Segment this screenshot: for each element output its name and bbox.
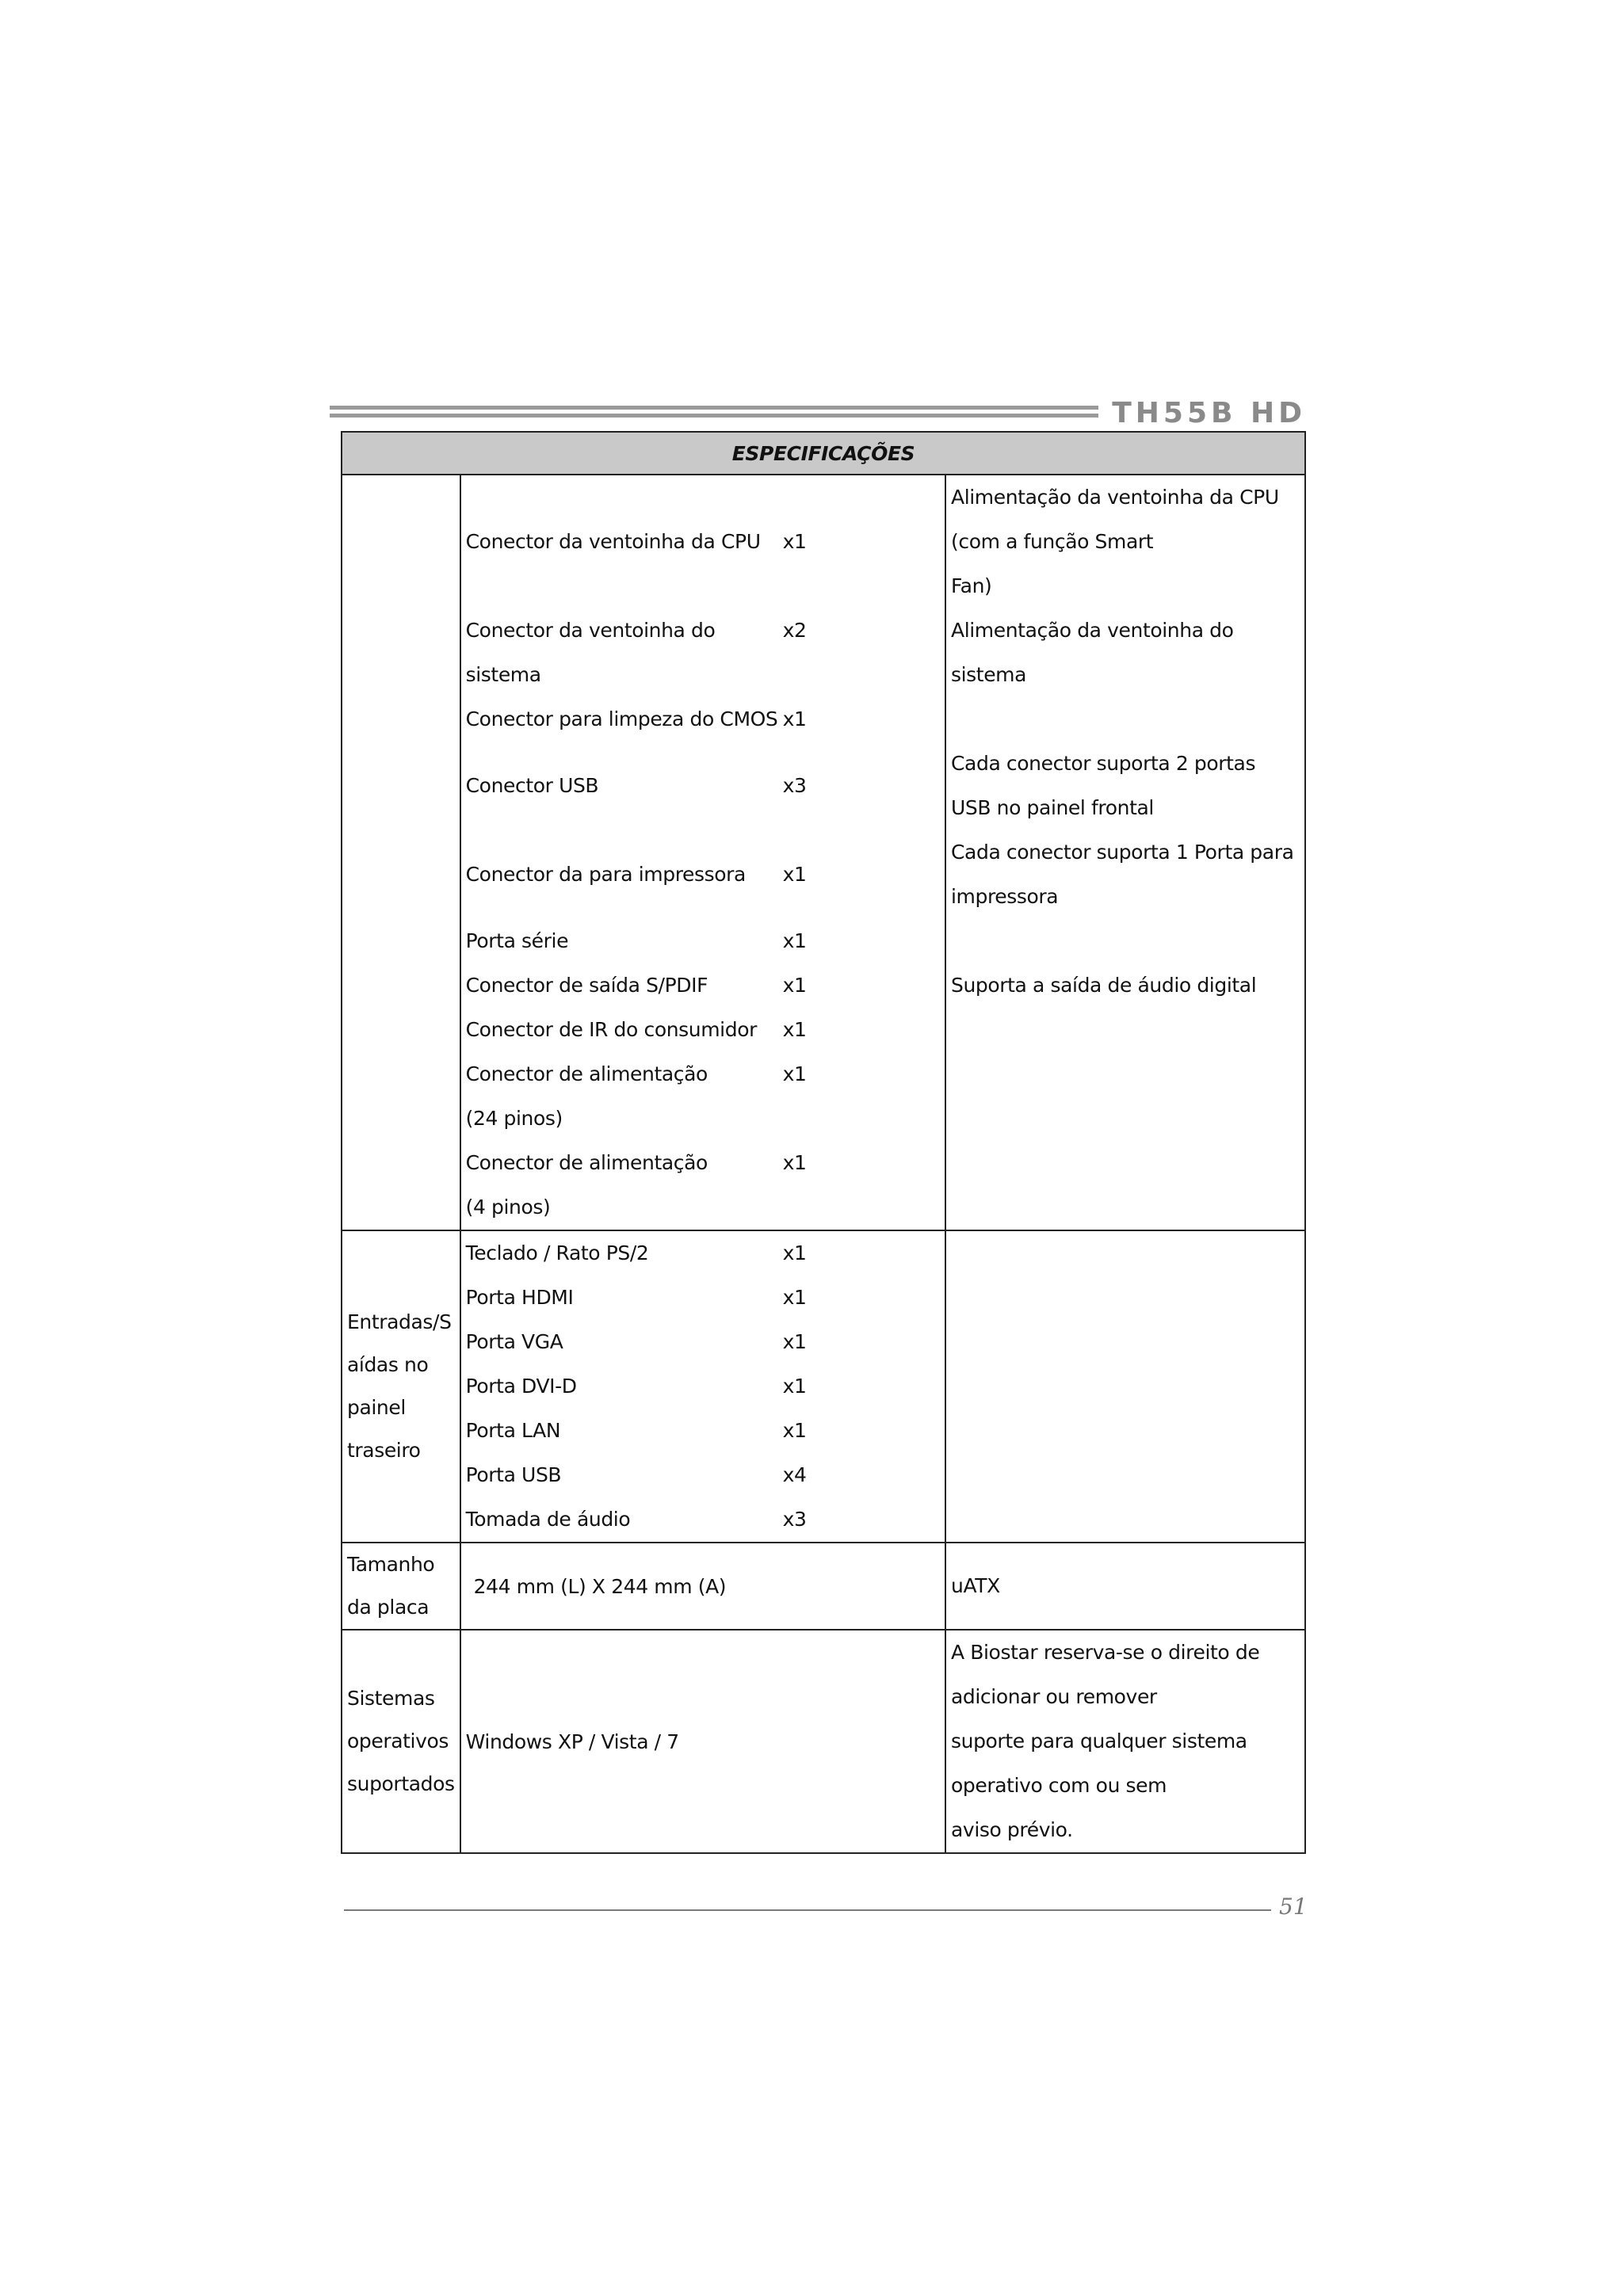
list-item: Conector da para impressora x1: [465, 863, 807, 886]
list-item: Conector da ventoinha da CPU x1: [465, 530, 807, 553]
section-label: Entradas/S aídas no painel traseiro: [342, 1230, 460, 1543]
note-column: [945, 475, 1305, 608]
table-row: [342, 830, 1305, 919]
table-row: [342, 742, 1305, 830]
table-row: [342, 697, 1305, 742]
os-value: Windows XP / Vista / 7: [460, 1630, 945, 1853]
table-row: [342, 608, 1305, 697]
list-item: Conector de alimentação x1: [465, 1062, 807, 1085]
list-item: Conector para limpeza do CMOS x1: [465, 707, 807, 730]
list-item: Conector de IR do consumidor x1: [465, 1018, 807, 1041]
board-size-value: 244 mm (L) X 244 mm (A): [460, 1543, 945, 1630]
list-item: Porta VGA x1: [465, 1330, 807, 1353]
section-connectors: [342, 475, 1305, 608]
list-item: Conector USB x3: [465, 774, 807, 797]
item-column: [460, 475, 945, 608]
table-row: [342, 963, 1305, 1008]
section-label: Sistemas operativos suportados: [342, 1630, 460, 1853]
list-item-continuation: (4 pinos): [465, 1196, 551, 1219]
list-item-continuation: (24 pinos): [465, 1107, 563, 1130]
note-column: [945, 1230, 1305, 1543]
note-line: Suporta a saída de áudio digital: [951, 974, 1257, 997]
table-row: [342, 919, 1305, 963]
section-operating-systems: [342, 1630, 1305, 1853]
list-item: Conector de alimentação x1: [465, 1151, 807, 1174]
section-rear-io: [342, 1230, 1305, 1543]
specifications-table: [341, 431, 1306, 1854]
note-line: Alimentação da ventoinha da CPU (com a função Smart: [951, 486, 1279, 553]
table-row: [342, 1141, 1305, 1230]
os-note: A Biostar reserva-se o direito de adicionar ou remover suporte para qualquer sistema operativo com ou sem aviso prévio.: [945, 1630, 1305, 1853]
board-form-factor: uATX: [945, 1543, 1305, 1630]
note-line: Cada conector suporta 2 portas USB no painel frontal: [951, 752, 1256, 819]
list-item: Porta USB x4: [465, 1463, 807, 1486]
list-item: Porta LAN x1: [465, 1419, 807, 1442]
table-row: [342, 1052, 1305, 1141]
header-rule-lines: [330, 406, 1098, 421]
list-item: Conector da ventoinha do sistema x2: [465, 619, 807, 686]
page-header: [330, 396, 1306, 431]
item-column: [460, 1230, 945, 1543]
page-number: 51: [1279, 1894, 1308, 1920]
table-title: ESPECIFICAÇÕES: [342, 432, 1305, 475]
table-row: [342, 1008, 1305, 1052]
section-label: Tamanho da placa: [342, 1543, 460, 1630]
list-item: Porta DVI-D x1: [465, 1375, 807, 1398]
footer-rule: [344, 1909, 1271, 1911]
section-label: [342, 475, 460, 608]
note-line: Alimentação da ventoinha do sistema: [951, 619, 1234, 686]
list-item: Teclado / Rato PS/2 x1: [465, 1241, 807, 1264]
list-item: Porta série x1: [465, 929, 807, 952]
list-item: Porta HDMI x1: [465, 1286, 807, 1309]
list-item: Conector de saída S/PDIF x1: [465, 974, 807, 997]
section-board-size: [342, 1543, 1305, 1630]
note-line: Fan): [951, 574, 992, 597]
list-item: Tomada de áudio x3: [465, 1508, 807, 1531]
model-name: TH55B HD: [1112, 397, 1306, 429]
note-line: Cada conector suporta 1 Porta para impressora: [951, 841, 1294, 908]
table-title-row: [342, 432, 1305, 475]
